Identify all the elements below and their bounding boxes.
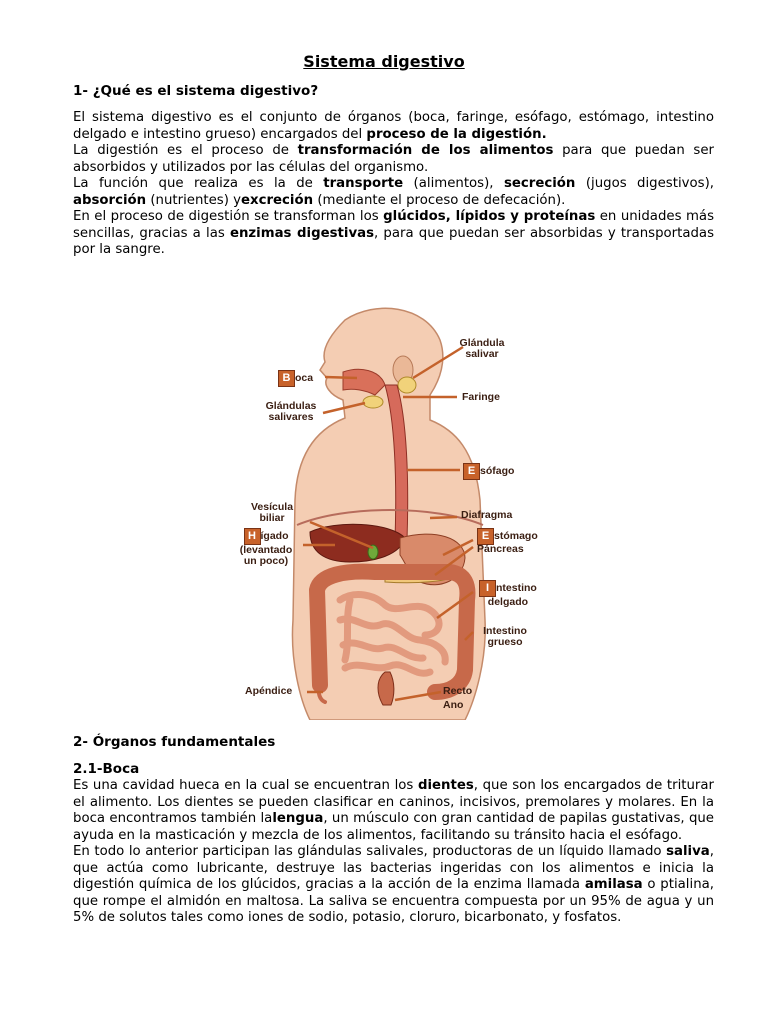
paragraph-functions	[73, 176, 714, 209]
label-text: ntestino	[496, 582, 537, 594]
paragraph-boca	[73, 778, 714, 844]
digestive-system-illustration	[225, 300, 555, 720]
higado-title	[244, 528, 289, 545]
bold-term: secreción	[503, 176, 576, 191]
label-intestino-grueso: Intestino grueso	[483, 625, 527, 648]
label-vesicula-biliar: Vesícula biliar	[251, 501, 294, 524]
text-run: (mediante el proceso de defecación).	[313, 192, 566, 208]
label-initial-box: E	[477, 528, 494, 545]
label-text: ígado	[260, 530, 289, 542]
text-run: (alimentos),	[403, 176, 504, 191]
salivary-gland-parotid	[398, 377, 416, 393]
text-run: Es una cavidad hueca en la cual se encuentran los	[73, 778, 418, 793]
label-text: delgado	[487, 596, 529, 608]
bold-term: transformación de los alimentos	[297, 143, 554, 158]
bold-term: dientes	[417, 778, 474, 793]
section-2-heading: 2- Órganos fundamentales	[73, 734, 276, 750]
salivary-gland-sub	[363, 396, 383, 408]
label-note: (levantado un poco)	[239, 544, 293, 567]
text-run: o ptialina, que rompe el almidón en maltosa. La saliva se encuentra compuesta por un 95% de agua y un 5% de solutos tales como iones de sodio, potasio, cloruro, bicarbonato, y fosfatos.	[73, 877, 714, 925]
paragraph-transformation	[73, 209, 714, 259]
text-run: El sistema digestivo es el conjunto de órganos (boca, faringe, esófago, estómago, intestino delgado e intestino grueso) encargados del	[73, 110, 714, 142]
label-faringe: Faringe	[462, 391, 500, 403]
text-run: La digestión es el proceso de	[73, 143, 298, 158]
intestino-delgado-title	[479, 580, 537, 597]
label-glandula-salivar	[458, 338, 506, 360]
bold-term: excreción	[241, 192, 314, 208]
bold-term: amilasa	[584, 877, 643, 892]
bold-term: transporte	[323, 176, 404, 191]
bold-term: saliva	[666, 844, 710, 859]
label-text: oca	[295, 372, 314, 384]
label-text: Glándula salivar	[459, 337, 505, 360]
text-run: para que puedan ser absorbidos y utilizados por las células del organismo.	[73, 143, 714, 175]
text-run: (jugos digestivos),	[575, 176, 714, 191]
text-run: , que son los encargados de triturar el alimento. Los dientes se pueden clasificar en caninos, incisivos, premolares y molares. En la boca encontramos también la	[73, 778, 714, 826]
label-glandulas-salivares: Glándulas salivares	[265, 400, 317, 423]
label-higado	[233, 528, 299, 567]
section-2-body	[73, 778, 714, 927]
bold-term: glúcidos, lípidos y proteínas	[383, 209, 596, 224]
section-2-1-heading: 2.1-Boca	[73, 761, 140, 777]
text-run: La función que realiza es la de	[73, 176, 324, 191]
text-run: , que actúa como lubricante, destruye las bacterias ingeridas con los alimentos e inicia la digestión química de los glúcidos, gracias a la acción de la enzima llamada	[73, 844, 714, 892]
label-intestino-delgado	[479, 580, 537, 608]
label-initial-box: E	[463, 463, 480, 480]
label-esofago	[463, 463, 514, 480]
paragraph-saliva	[73, 844, 714, 927]
document-title: Sistema digestivo	[303, 52, 465, 71]
bold-term: enzimas digestivas	[229, 225, 375, 241]
label-text: stómago	[494, 530, 538, 542]
bold-term: proceso de la digestión.	[366, 126, 547, 142]
label-apendice: Apéndice	[245, 685, 293, 697]
text-run: En todo lo anterior participan las glándulas salivales, productoras de un líquido llamado	[73, 844, 667, 859]
bold-term: lengua	[272, 811, 324, 826]
label-initial-box: B	[278, 370, 295, 387]
label-initial-box: I	[479, 580, 496, 597]
text-run: en unidades más sencillas, gracias a las	[73, 209, 714, 241]
paragraph-digestion	[73, 143, 714, 176]
bold-term: absorción	[73, 192, 147, 208]
label-boca	[278, 370, 313, 387]
text-run: (nutrientes) y	[146, 192, 241, 208]
rectum	[378, 672, 394, 705]
text-run: , un músculo con gran cantidad de papilas gustativas, que ayuda en la masticación y mezcla de los alimentos, facilitando su tránsito hacia el esófago.	[73, 811, 714, 843]
label-pancreas: Páncreas	[477, 543, 524, 555]
text-run: En el proceso de digestión se transforman los	[73, 209, 384, 224]
label-initial-box: H	[244, 528, 261, 545]
label-recto: Recto	[443, 685, 473, 697]
label-ano: Ano	[443, 699, 464, 711]
text-run: , para que puedan ser absorbidas y transportadas por la sangre.	[73, 225, 715, 257]
label-diafragma: Diafragma	[461, 509, 513, 521]
section-1-heading: 1- ¿Qué es el sistema digestivo?	[73, 83, 319, 99]
section-1-body	[73, 110, 714, 259]
paragraph-definition	[73, 110, 714, 143]
label-text: sófago	[480, 465, 515, 477]
